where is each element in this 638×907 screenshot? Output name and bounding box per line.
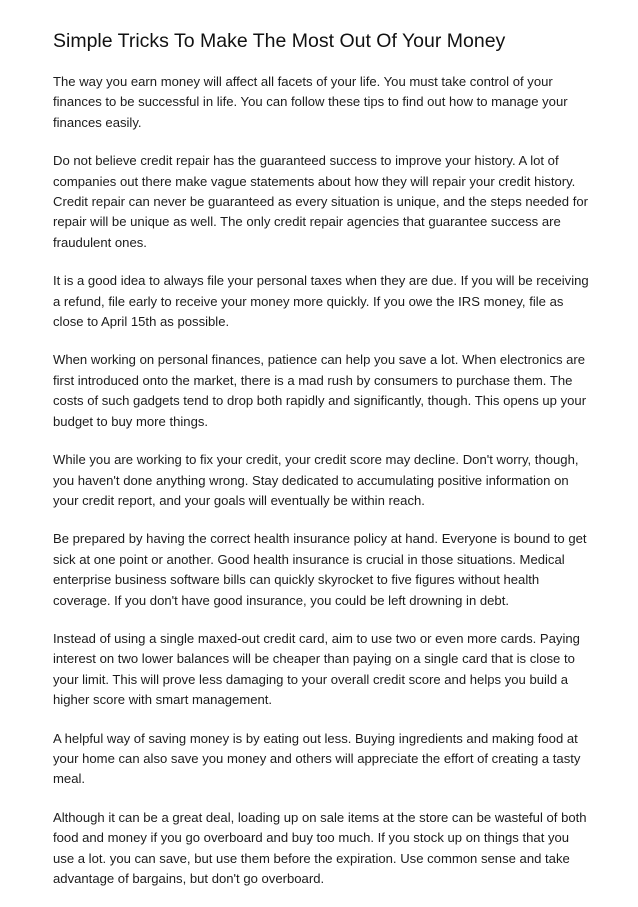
- paragraph-credit-repair: Do not believe credit repair has the guaranteed success to improve your history. A lot of companies out there make vague statements about how they will repair your credit history. Credit repair can never be guaranteed as every situation is unique, and the steps needed for repair will be unique as well. The only credit repair agencies that guarantee success are fraudulent ones.: [53, 153, 589, 250]
- paragraph-credit-cards: Instead of using a single maxed-out credit card, aim to use two or even more cards. Paying interest on two lower balances will be cheaper than paying on a single card that is close to your limit. This will prove less damaging to your overall credit score and helps you build a higher score with smart management.: [53, 630, 580, 708]
- paragraph-sale-items: Although it can be a great deal, loading up on sale items at the store can be wasteful of both food and money if you go overboard and buy too much. If you stock up on things that you use a lot. you can save, but use them before the expiration. Use common sense and take advantage of bargains, but don't go overboard.: [53, 809, 587, 886]
- paragraph-intro: The way you earn money will affect all facets of your life. You must take control of your finances to be successful in life. You can follow these tips to find out how to manage your finances easily.: [53, 74, 568, 130]
- paragraph-eating-out: A helpful way of saving money is by eating out less. Buying ingredients and making food at your home can also save you money and others will appreciate the effort of creating a tasty meal.: [53, 730, 581, 787]
- paragraph-health-insurance: Be prepared by having the correct health insurance policy at hand. Everyone is bound to get sick at one point or another. Good health insurance is crucial in those situations. Medical enterprise business software bills can quickly skyrocket to five figures without health coverage. If you don't have good insurance, you could be left drowning in debt.: [53, 531, 587, 608]
- document-page: [53, 28, 593, 907]
- paragraph-patience: When working on personal finances, patience can help you save a lot. When electronics are first introduced onto the market, there is a mad rush by consumers to purchase them. The costs of such gadgets tend to drop both rapidly and significantly, though. This opens up your budget to buy more things.: [53, 352, 587, 429]
- document-title: Simple Tricks To Make The Most Out Of Your Money: [53, 30, 506, 52]
- paragraph-taxes: It is a good idea to always file your personal taxes when they are due. If you will be receiving a refund, file early to receive your money more quickly. If you owe the IRS money, file as close to April 15th as possible.: [53, 273, 589, 330]
- paragraph-credit-score: While you are working to fix your credit, your credit score may decline. Don't worry, though, you haven't done anything wrong. Stay dedicated to accumulating positive information on your credit report, and your goals will eventually be within reach.: [53, 452, 579, 508]
